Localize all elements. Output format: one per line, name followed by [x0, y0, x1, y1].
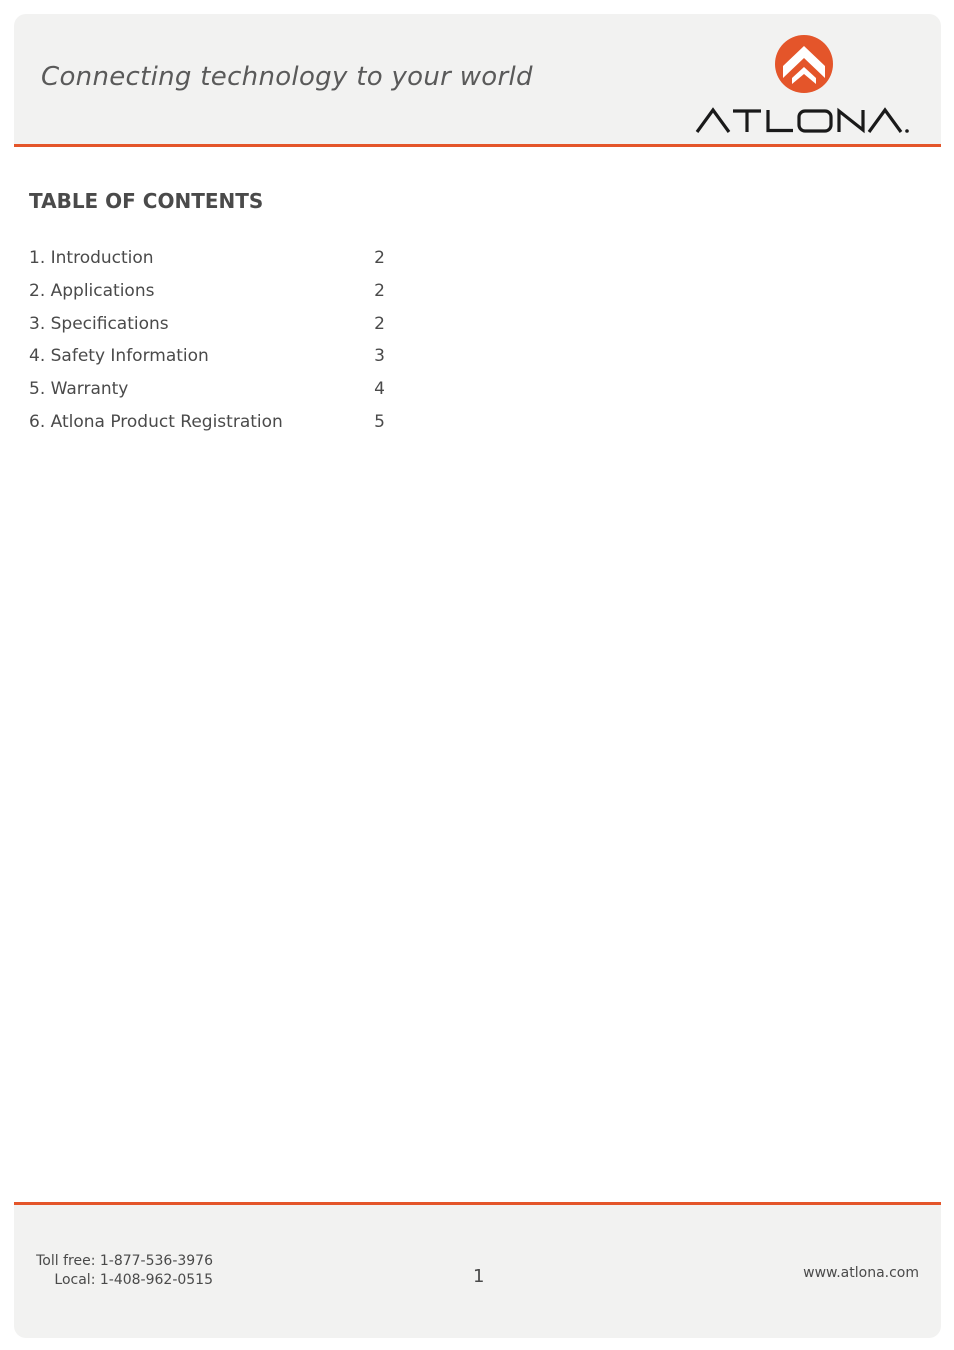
atlona-logo: [693, 34, 913, 134]
table-of-contents: [29, 246, 389, 443]
toc-item-label: 1. Introduction: [29, 248, 154, 268]
toc-item-label: 5. Warranty: [29, 379, 129, 400]
local-number: Local: 1-408-962-0515: [54, 1272, 213, 1288]
toc-item-label: 4. Safety Information: [29, 346, 209, 367]
page-header: [14, 14, 941, 147]
toc-item[interactable]: [29, 279, 389, 312]
toc-item[interactable]: [29, 344, 389, 377]
footer-phone-numbers: [36, 1252, 213, 1290]
website-link[interactable]: www.atlona.com: [803, 1265, 919, 1281]
toc-item-label: 2. Applications: [29, 280, 155, 301]
toc-item-label: 6. Atlona Product Registration: [29, 411, 283, 432]
toc-item-page: 3: [374, 346, 385, 367]
toc-item[interactable]: [29, 377, 389, 410]
toc-item-page: 4: [374, 379, 385, 400]
toc-item-page: 2: [374, 280, 385, 301]
toll-free-number: Toll free: 1-877-536-3976: [36, 1253, 213, 1269]
toc-item-page: 2: [374, 313, 385, 334]
toc-item-page: 5: [374, 411, 385, 432]
toc-item[interactable]: [29, 312, 389, 345]
atlona-logo-mark-icon: [774, 34, 834, 94]
toc-item[interactable]: [29, 410, 389, 443]
toc-item-page: 2: [374, 248, 385, 268]
toc-item-label: 3. Specifications: [29, 313, 169, 334]
toc-item[interactable]: [29, 246, 389, 279]
tagline: Connecting technology to your world: [41, 62, 533, 92]
page-number: 1: [473, 1266, 485, 1287]
toc-title: TABLE OF CONTENTS: [29, 189, 264, 213]
atlona-logo-wordmark: [693, 104, 913, 134]
page-footer: [14, 1202, 941, 1338]
